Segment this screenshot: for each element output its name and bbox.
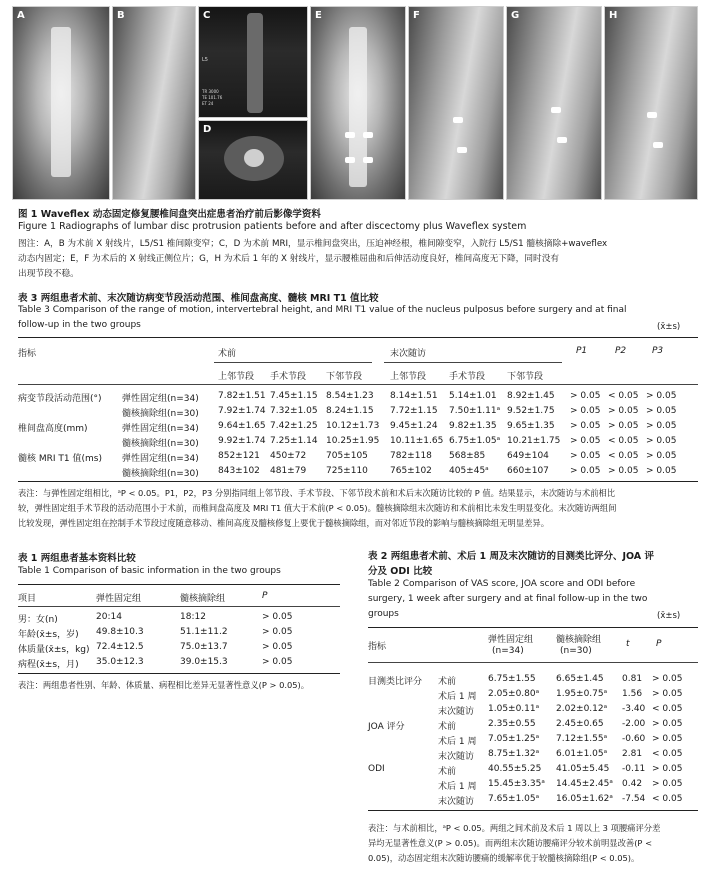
- table-3-sub-1: 上邻节段: [218, 372, 255, 382]
- t3-cell: 9.64±1.65: [218, 421, 266, 431]
- t2-p: < 0.05: [652, 704, 683, 714]
- table-3-sub-2: 手术节段: [270, 372, 307, 382]
- table-3-sub-3: 下邻节段: [326, 372, 363, 382]
- panel-label-c: C: [203, 10, 211, 21]
- t3-group: 弹性固定组(n=34): [122, 424, 199, 434]
- table-2-note-2: 异均无显著性意义(P > 0.05)。而两组末次随访腰痛评分较术前明显改善(P <: [368, 838, 653, 848]
- t2-g1: 15.45±3.35ᵃ: [488, 779, 545, 789]
- figure-1-note-2: 动态内固定；E，F 为术后的 X 射线正侧位片；G，H 为术后 1 年的 X 射线片，显示腰椎屈曲和后伸活动度良好，椎间高度无下降，同时没有: [18, 254, 560, 264]
- t3-p: > 0.05: [646, 421, 677, 431]
- table-1-header-p: P: [262, 591, 268, 601]
- t3-cell: 7.50±1.11ᵃ: [449, 406, 501, 416]
- t3-cell: 10.21±1.75: [507, 436, 561, 446]
- t3-p: > 0.05: [570, 466, 601, 476]
- table-3-header-p1: P1: [576, 346, 588, 356]
- table-3-title-en-1: Table 3 Comparison of the range of motion, intervertebral height, and MRI T1 value of the nucleus pulposus before surgery and at final: [18, 305, 627, 315]
- t1-cell: > 0.05: [262, 657, 293, 667]
- t1-cell: 72.4±12.5: [96, 642, 144, 652]
- t2-p: > 0.05: [652, 674, 683, 684]
- mri-text-level: L5: [202, 57, 208, 63]
- mri-d: [198, 120, 308, 200]
- t3-cell: 725±110: [326, 466, 368, 476]
- t2-p: > 0.05: [652, 734, 683, 744]
- t1-cell: 39.0±15.3: [180, 657, 228, 667]
- panel-label-d: D: [203, 124, 212, 135]
- t2-time: 末次随访: [438, 797, 475, 807]
- table-3-header-indicator: 指标: [18, 349, 37, 359]
- panel-label-b: B: [117, 10, 125, 21]
- t3-cell: 8.14±1.51: [390, 391, 438, 401]
- t3-cell: 843±102: [218, 466, 260, 476]
- table-3-unit: (x̄±s): [657, 322, 681, 332]
- t2-g1: 2.05±0.80ᵃ: [488, 689, 540, 699]
- t3-cell: 568±85: [449, 451, 486, 461]
- t1-cell: 51.1±11.2: [180, 627, 228, 637]
- mri-c: [198, 6, 308, 118]
- mri-text-et: ET 24: [202, 101, 214, 106]
- t3-p: > 0.05: [646, 451, 677, 461]
- t3-p: < 0.05: [608, 451, 639, 461]
- table-3-header-p3: P3: [652, 346, 664, 356]
- t3-cell: 7.82±1.51: [218, 391, 266, 401]
- table-2-unit: (x̄±s): [657, 611, 681, 621]
- table-2-title-en-1: Table 2 Comparison of VAS score, JOA score and ODI before: [368, 579, 636, 589]
- t3-p: > 0.05: [570, 406, 601, 416]
- t2-time: 术前: [438, 722, 457, 732]
- mri-text-te: TE 101.76: [202, 95, 223, 100]
- t3-cell: 852±121: [218, 451, 260, 461]
- t1-cell: 75.0±13.7: [180, 642, 228, 652]
- mri-text-tr: TR 3000: [202, 89, 219, 94]
- t2-p: > 0.05: [652, 779, 683, 789]
- t2-g2: 6.01±1.05ᵃ: [556, 749, 608, 759]
- t2-g1: 7.05±1.25ᵃ: [488, 734, 540, 744]
- t3-cell: 8.92±1.45: [507, 391, 555, 401]
- t2-time: 术后 1 周: [438, 737, 477, 747]
- table-1-header-item: 项目: [18, 594, 37, 604]
- t1-cell: 体质量(x̄±s，kg): [18, 645, 90, 655]
- t2-time: 末次随访: [438, 707, 475, 717]
- t3-p: < 0.05: [608, 391, 639, 401]
- t2-t: -0.11: [622, 764, 646, 774]
- t3-metric: 椎间盘高度(mm): [18, 424, 88, 434]
- t2-t: -0.60: [622, 734, 646, 744]
- panel-label-g: G: [511, 10, 520, 21]
- table-2-title-cn-1: 表 2 两组患者术前、术后 1 周及末次随访的目测类比评分、JOA 评: [368, 551, 654, 562]
- t3-p: > 0.05: [570, 421, 601, 431]
- t2-g2: 7.12±1.55ᵃ: [556, 734, 608, 744]
- t3-p: < 0.05: [608, 436, 639, 446]
- t3-cell: 7.42±1.25: [270, 421, 318, 431]
- t1-cell: 病程(x̄±s，月): [18, 660, 79, 670]
- table-2-header-t: t: [626, 639, 630, 649]
- figure-1-title-en: Figure 1 Radiographs of lumbar disc protrusion patients before and after discectomy plus Waveflex system: [18, 221, 527, 232]
- t3-cell: 782±118: [390, 451, 432, 461]
- t2-t: 0.42: [622, 779, 643, 789]
- t3-cell: 7.92±1.74: [218, 406, 266, 416]
- t2-t: 1.56: [622, 689, 643, 699]
- table-3-header-rule: [18, 384, 698, 385]
- t3-p: > 0.05: [570, 436, 601, 446]
- t3-p: > 0.05: [608, 466, 639, 476]
- t3-p: > 0.05: [608, 421, 639, 431]
- t2-p: > 0.05: [652, 764, 683, 774]
- table-3-header-preop: 术前: [218, 349, 237, 359]
- panel-label-f: F: [413, 10, 420, 21]
- table-2-bottom-rule: [368, 810, 698, 811]
- radiograph-a: [12, 6, 110, 200]
- t2-g1: 40.55±5.25: [488, 764, 542, 774]
- table-3-note-3: 比较发现，弹性固定组在控制手术节段过度随意移动、椎间高度及髓核修复上要优于髓核摘除组，而对邻近节段的影响与髓核摘除组无明显差异。: [18, 518, 550, 528]
- t2-time: 术前: [438, 677, 457, 687]
- t3-cell: 7.45±1.15: [270, 391, 318, 401]
- t2-g1: 7.65±1.05ᵃ: [488, 794, 540, 804]
- t3-cell: 7.72±1.15: [390, 406, 438, 416]
- t2-g2: 41.05±5.45: [556, 764, 610, 774]
- t2-t: -7.54: [622, 794, 646, 804]
- table-2-top-rule: [368, 627, 698, 628]
- t2-t: -2.00: [622, 719, 646, 729]
- table-1-header-rule: [18, 606, 340, 607]
- t2-g1: 6.75±1.55: [488, 674, 536, 684]
- radiograph-g: [506, 6, 602, 200]
- t2-g1: 8.75±1.32ᵃ: [488, 749, 540, 759]
- table-2-header-g1n: (n=34): [492, 646, 524, 656]
- t1-cell: > 0.05: [262, 612, 293, 622]
- radiograph-b: [112, 6, 196, 200]
- t3-group: 髓核摘除组(n=30): [122, 409, 199, 419]
- t3-cell: 7.32±1.05: [270, 406, 318, 416]
- t3-cell: 8.54±1.23: [326, 391, 374, 401]
- table-1-note: 表注：两组患者性别、年龄、体质量、病程相比差异无显著性意义(P > 0.05)。: [18, 680, 310, 690]
- t2-t: 0.81: [622, 674, 643, 684]
- table-2-header-p: P: [656, 639, 662, 649]
- t3-metric: 髓核 MRI T1 值(ms): [18, 454, 102, 464]
- t3-p: > 0.05: [646, 406, 677, 416]
- t2-t: -3.40: [622, 704, 646, 714]
- t3-cell: 10.25±1.95: [326, 436, 380, 446]
- t3-p: > 0.05: [646, 436, 677, 446]
- t3-cell: 9.92±1.74: [218, 436, 266, 446]
- t3-p: > 0.05: [608, 406, 639, 416]
- panel-label-h: H: [609, 10, 618, 21]
- t3-cell: 10.12±1.73: [326, 421, 380, 431]
- t1-cell: 18:12: [180, 612, 206, 622]
- t3-cell: 9.65±1.35: [507, 421, 555, 431]
- table-2-note-1: 表注：与术前相比，ᵃP < 0.05。两组之间术前及术后 1 周以上 3 项腰痛评分差: [368, 823, 661, 833]
- figure-1-images: [12, 6, 698, 202]
- t3-cell: 10.11±1.65: [390, 436, 444, 446]
- t3-cell: 7.25±1.14: [270, 436, 318, 446]
- t2-p: < 0.05: [652, 794, 683, 804]
- table-2-note-3: 0.05)，动态固定组末次随访腰痛的缓解率优于较髓核摘除组(P < 0.05)。: [368, 853, 640, 863]
- table-2-title-en-2: surgery, 1 week after surgery and at final follow-up in the two: [368, 594, 648, 604]
- t3-cell: 5.14±1.01: [449, 391, 497, 401]
- panel-label-a: A: [17, 10, 25, 21]
- table-1-top-rule: [18, 584, 340, 585]
- panel-label-e: E: [315, 10, 322, 21]
- t2-g1: 1.05±0.11ᵃ: [488, 704, 540, 714]
- t3-cell: 405±45ᵃ: [449, 466, 489, 476]
- t3-cell: 660±107: [507, 466, 549, 476]
- table-2-title-en-3: groups: [368, 609, 399, 619]
- t2-metric: ODI: [368, 764, 385, 774]
- t2-time: 末次随访: [438, 752, 475, 762]
- t1-cell: 20:14: [96, 612, 122, 622]
- table-3-bottom-rule: [18, 481, 698, 482]
- t3-group: 髓核摘除组(n=30): [122, 439, 199, 449]
- t3-cell: 450±72: [270, 451, 307, 461]
- t3-cell: 765±102: [390, 466, 432, 476]
- table-3-top-rule: [18, 337, 698, 338]
- t1-cell: 男：女(n): [18, 615, 58, 625]
- t3-group: 弹性固定组(n=34): [122, 454, 199, 464]
- table-3-header-p2: P2: [615, 346, 627, 356]
- table-3-sub-5: 手术节段: [449, 372, 486, 382]
- t2-g2: 2.45±0.65: [556, 719, 604, 729]
- radiograph-f: [408, 6, 504, 200]
- t1-cell: 35.0±12.3: [96, 657, 144, 667]
- table-3-preop-rule: [214, 362, 372, 363]
- radiograph-e: [310, 6, 406, 200]
- t3-cell: 8.24±1.15: [326, 406, 374, 416]
- t3-p: > 0.05: [646, 466, 677, 476]
- t1-cell: > 0.05: [262, 642, 293, 652]
- t2-t: 2.81: [622, 749, 643, 759]
- radiograph-h: [604, 6, 698, 200]
- t2-g2: 1.95±0.75ᵃ: [556, 689, 608, 699]
- t2-g1: 2.35±0.55: [488, 719, 536, 729]
- t3-cell: 9.45±1.24: [390, 421, 438, 431]
- table-1-bottom-rule: [18, 673, 340, 674]
- t3-cell: 649±104: [507, 451, 549, 461]
- table-2-header-indicator: 指标: [368, 642, 387, 652]
- table-1-title-en: Table 1 Comparison of basic information in the two groups: [18, 566, 281, 576]
- t3-group: 髓核摘除组(n=30): [122, 469, 199, 479]
- t3-cell: 9.52±1.75: [507, 406, 555, 416]
- t3-metric: 病变节段活动范围(°): [18, 394, 102, 404]
- table-3-note-2: 较，弹性固定组手术节段的活动范围小于术前，而椎间盘高度及 MRI T1 值大于术前(P < 0.05)。髓核摘除组末次随访和术前相比未发生明显变化。末次随访两组间: [18, 503, 617, 513]
- t1-cell: > 0.05: [262, 627, 293, 637]
- t2-time: 术后 1 周: [438, 692, 477, 702]
- t3-cell: 9.82±1.35: [449, 421, 497, 431]
- t2-p: < 0.05: [652, 749, 683, 759]
- table-2-header-g2n: (n=30): [560, 646, 592, 656]
- table-3-final-rule: [384, 362, 562, 363]
- figure-1-note-1: 图注：A，B 为术前 X 射线片，L5/S1 椎间隙变窄；C，D 为术前 MRI，显示椎间盘突出，压迫神经根，椎间隙变窄，入院行 L5/S1 髓核摘除+waveflex: [18, 239, 608, 249]
- table-2-header-g2: 髓核摘除组: [556, 635, 602, 645]
- t2-metric: 目测类比评分: [368, 677, 423, 687]
- table-3-note-1: 表注：与弹性固定组相比，ᵃP < 0.05。P1，P2，P3 分别指同组上邻节段、手术节段、下邻节段术前和术后末次随访比较的 P 值。结果显示，末次随访与术前相比: [18, 488, 616, 498]
- table-1-header-g2: 髓核摘除组: [180, 594, 226, 604]
- t3-group: 弹性固定组(n=34): [122, 394, 199, 404]
- table-3-header-final: 末次随访: [390, 349, 427, 359]
- t3-cell: 6.75±1.05ᵃ: [449, 436, 501, 446]
- table-1-header-g1: 弹性固定组: [96, 594, 142, 604]
- t2-g2: 2.02±0.12ᵃ: [556, 704, 608, 714]
- table-3-sub-4: 上邻节段: [390, 372, 427, 382]
- table-3-sub-6: 下邻节段: [507, 372, 544, 382]
- table-2-title-cn-2: 分及 ODI 比较: [368, 566, 433, 577]
- t3-p: > 0.05: [570, 451, 601, 461]
- figure-1-note-3: 出现节段不稳。: [18, 269, 79, 279]
- t2-time: 术后 1 周: [438, 782, 477, 792]
- t3-p: > 0.05: [570, 391, 601, 401]
- t2-g2: 16.05±1.62ᵃ: [556, 794, 613, 804]
- t2-p: > 0.05: [652, 719, 683, 729]
- t1-cell: 49.8±10.3: [96, 627, 144, 637]
- table-2-header-rule: [368, 662, 698, 663]
- table-3-title-cn: 表 3 两组患者术前、末次随访病变节段活动范围、椎间盘高度、髓核 MRI T1 值比较: [18, 293, 379, 304]
- t2-metric: JOA 评分: [368, 722, 405, 732]
- t2-p: > 0.05: [652, 689, 683, 699]
- t2-time: 术前: [438, 767, 457, 777]
- t1-cell: 年龄(x̄±s，岁): [18, 630, 79, 640]
- t2-g2: 14.45±2.45ᵃ: [556, 779, 613, 789]
- table-1-title-cn: 表 1 两组患者基本资料比较: [18, 553, 136, 564]
- t3-cell: 481±79: [270, 466, 307, 476]
- t2-g2: 6.65±1.45: [556, 674, 604, 684]
- table-2-header-g1: 弹性固定组: [488, 635, 534, 645]
- table-3-title-en-2: follow-up in the two groups: [18, 320, 141, 330]
- t3-p: > 0.05: [646, 391, 677, 401]
- t3-cell: 705±105: [326, 451, 368, 461]
- figure-1-title-cn: 图 1 Waveflex 动态固定修复腰椎间盘突出症患者治疗前后影像学资料: [18, 209, 321, 220]
